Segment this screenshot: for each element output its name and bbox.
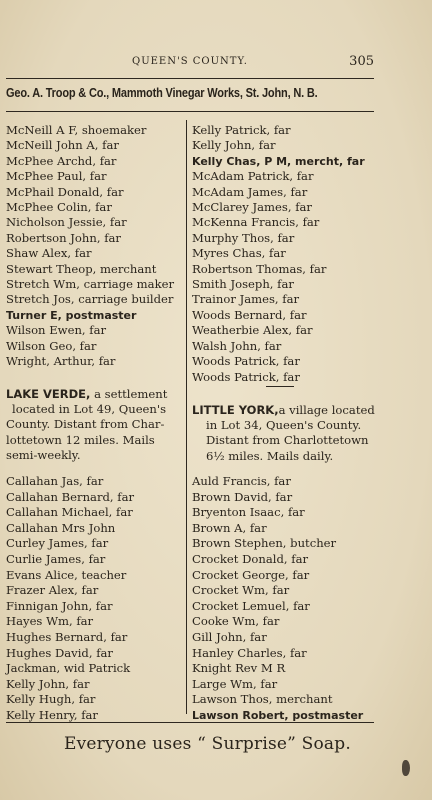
list-item: Callahan Jas, far <box>6 474 104 488</box>
list-item: McPhee Colin, far <box>6 200 112 215</box>
list-item: McAdam James, far <box>192 184 308 199</box>
list-item: Murphy Thos, far <box>192 230 295 245</box>
list-item: Brown David, far <box>192 489 293 504</box>
list-item: Crocket Donald, far <box>192 551 309 566</box>
lake-verde-block <box>6 387 182 463</box>
left-bottom-list <box>6 474 134 724</box>
list-item: Crocket Lemuel, far <box>192 598 310 613</box>
list-item: Gill John, far <box>192 629 267 644</box>
list-item: McKenna Francis, far <box>192 215 320 230</box>
list-item: Curley James, far <box>6 536 109 551</box>
page-title: QUEEN'S COUNTY. <box>132 56 248 67</box>
list-item: Woods Bernard, far <box>192 307 307 322</box>
list-item: Cooke Wm, far <box>192 614 280 629</box>
list-item: Kelly Henry, far <box>6 707 98 722</box>
list-item: Evans Alice, teacher <box>6 567 127 582</box>
little-york-heading: LITTLE YORK, <box>192 403 279 417</box>
list-item: Trainor James, far <box>192 292 300 307</box>
list-item: McNeill A F, shoemaker <box>6 123 147 137</box>
list-item: Finnigan John, far <box>6 598 113 613</box>
lake-verde-text: semi-weekly. <box>6 447 81 462</box>
right-top-list <box>192 123 365 385</box>
list-item: Knight Rev M R <box>192 661 286 676</box>
list-item: McNeill John A, far <box>6 138 119 153</box>
list-item: McPhee Archd, far <box>6 153 117 168</box>
little-york-text: 6½ miles. Mails daily. <box>206 448 334 463</box>
advert-rule <box>6 111 374 112</box>
lake-verde-text: County. Distant from Char- <box>6 417 165 432</box>
page-number: 305 <box>349 54 374 69</box>
list-item: Lawson Thos, merchant <box>192 692 333 707</box>
lake-verde-heading: LAKE VERDE, <box>6 387 91 401</box>
list-item: Kelly Patrick, far <box>192 123 291 137</box>
footer-advert: Everyone uses “ Surprise” Soap. <box>64 734 351 754</box>
list-item: Lawson Robert, postmaster <box>192 708 364 722</box>
list-item: McAdam Patrick, far <box>192 169 314 184</box>
list-item: Crocket Wm, far <box>192 583 290 598</box>
section-separator <box>266 386 294 387</box>
list-item: McPhee Paul, far <box>6 169 107 184</box>
left-top-list <box>6 123 174 370</box>
list-item: Brown Stephen, butcher <box>192 536 337 551</box>
list-item: Kelly John, far <box>192 138 276 153</box>
little-york-text: Distant from Charlottetown <box>206 433 369 448</box>
list-item: McClarey James, far <box>192 200 312 215</box>
list-item: Kelly Hugh, far <box>6 692 96 707</box>
list-item: Woods Patrick, far <box>192 354 300 369</box>
list-item: Hughes David, far <box>6 645 113 660</box>
list-item: Stretch Wm, carriage maker <box>6 277 175 292</box>
list-item: Walsh John, far <box>192 338 282 353</box>
list-item: Hughes Bernard, far <box>6 629 128 644</box>
list-item: Hayes Wm, far <box>6 614 94 629</box>
list-item: Myres Chas, far <box>192 246 286 261</box>
little-york-block <box>192 403 378 464</box>
footer-rule <box>6 722 374 723</box>
list-item: Shaw Alex, far <box>6 246 92 261</box>
list-item: Callahan Michael, far <box>6 505 133 520</box>
list-item: Callahan Mrs John <box>6 520 116 535</box>
advert-banner: Geo. A. Troop & Co., Mammoth Vinegar Works, St. John, N. B. <box>6 86 318 100</box>
running-header <box>0 56 432 72</box>
column-divider <box>186 120 187 714</box>
lake-verde-text: lottetown 12 miles. Mails <box>6 432 155 447</box>
list-item: Crocket George, far <box>192 567 310 582</box>
list-item: Bryenton Isaac, far <box>192 505 305 520</box>
list-item: Stretch Jos, carriage builder <box>6 292 174 307</box>
list-item: Brown A, far <box>192 520 267 535</box>
list-item: Kelly John, far <box>6 676 90 691</box>
right-bottom-list <box>192 474 363 724</box>
list-item: Kelly Chas, P M, mercht, far <box>192 154 365 168</box>
list-item: Curlie James, far <box>6 551 106 566</box>
list-item: Nicholson Jessie, far <box>6 215 127 230</box>
list-item: Frazer Alex, far <box>6 583 99 598</box>
list-item: Smith Joseph, far <box>192 277 294 292</box>
list-item: Auld Francis, far <box>192 474 291 488</box>
list-item: Woods Patrick, far <box>192 369 300 384</box>
ink-blot <box>402 760 410 776</box>
little-york-text: in Lot 34, Queen's County. <box>206 418 362 433</box>
list-item: Weatherbie Alex, far <box>192 323 313 338</box>
list-item: Wilson Geo, far <box>6 338 97 353</box>
list-item: Turner E, postmaster <box>6 308 137 322</box>
list-item: Wilson Ewen, far <box>6 323 107 338</box>
little-york-text: a village located <box>278 403 375 417</box>
list-item: McPhail Donald, far <box>6 184 124 199</box>
list-item: Hanley Charles, far <box>192 645 307 660</box>
list-item: Callahan Bernard, far <box>6 489 135 504</box>
lake-verde-text: located in Lot 49, Queen's <box>12 402 167 417</box>
list-item: Jackman, wid Patrick <box>6 661 131 676</box>
list-item: Wright, Arthur, far <box>6 354 116 369</box>
header-rule <box>6 78 374 79</box>
list-item: Stewart Theop, merchant <box>6 261 157 276</box>
list-item: Robertson John, far <box>6 230 121 245</box>
list-item: Robertson Thomas, far <box>192 261 327 276</box>
list-item: Large Wm, far <box>192 676 278 691</box>
lake-verde-text: a settlement <box>94 387 168 401</box>
